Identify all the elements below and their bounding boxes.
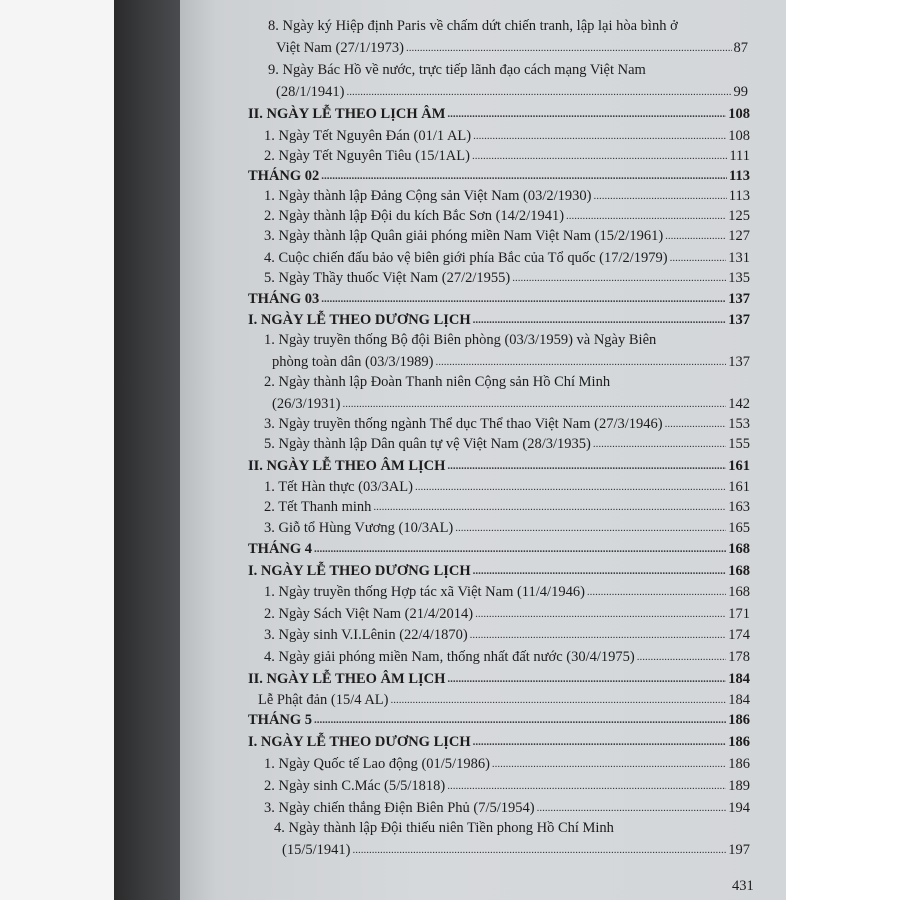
dot-leader xyxy=(321,170,727,182)
toc-entry-title: I. NGÀY LỄ THEO DƯƠNG LỊCH xyxy=(248,734,471,750)
dot-leader xyxy=(321,293,726,305)
toc-entry-title: II. NGÀY LỄ THEO LỊCH ÂM xyxy=(248,106,446,122)
toc-entry-title: 1. Ngày Quốc tế Lao động (01/5/1986) xyxy=(264,756,490,772)
toc-entry-title: 4. Cuộc chiến đấu bảo vệ biên giới phía Bắc của Tổ quốc (17/2/1979) xyxy=(264,250,668,266)
toc-page-number: 186 xyxy=(728,712,750,728)
toc-page-number: 131 xyxy=(728,250,750,266)
toc-page-number: 161 xyxy=(728,458,750,474)
book-spine xyxy=(114,0,180,900)
toc-entry xyxy=(264,416,750,433)
dot-leader xyxy=(587,586,726,598)
toc-entry-title: 5. Ngày Thầy thuốc Việt Nam (27/2/1955) xyxy=(264,270,511,286)
toc-entry-title: 1. Ngày truyền thống Hợp tác xã Việt Nam (11/4/1946) xyxy=(264,584,585,600)
toc-page-number: 137 xyxy=(728,354,750,370)
toc-page-number: 163 xyxy=(728,499,750,515)
toc-entry xyxy=(264,520,750,537)
dot-leader xyxy=(472,150,727,162)
toc-entry-title: 1. Tết Hàn thực (03/3AL) xyxy=(264,479,413,495)
toc-page-number: 125 xyxy=(728,208,750,224)
dot-leader xyxy=(314,543,726,555)
toc-page-number: 174 xyxy=(728,627,750,643)
dot-leader xyxy=(492,758,726,770)
toc-entry xyxy=(264,270,750,287)
toc-entry-title: (28/1/1941) xyxy=(276,84,345,100)
toc-page-number: 142 xyxy=(728,396,750,412)
toc-entry-line: 2. Ngày thành lập Đoàn Thanh niên Cộng sản Hồ Chí Minh xyxy=(264,374,611,390)
toc-entry-line: 4. Ngày thành lập Đội thiếu niên Tiền phong Hồ Chí Minh xyxy=(274,820,614,836)
dot-leader xyxy=(447,108,726,120)
toc-entry-title: 3. Ngày truyền thống ngành Thể dục Thể thao Việt Nam (27/3/1946) xyxy=(264,416,663,432)
toc-entry xyxy=(264,627,750,644)
toc-entry-line: 8. Ngày ký Hiệp định Paris về chấm dứt chiến tranh, lập lại hòa bình ở xyxy=(268,18,678,34)
toc-entry xyxy=(264,148,750,165)
toc-entry-title: I. NGÀY LỄ THEO DƯƠNG LỊCH xyxy=(248,312,471,328)
toc-entry xyxy=(282,842,750,859)
toc-entry xyxy=(264,778,750,795)
toc-entry xyxy=(264,250,750,267)
toc-entry-title: phòng toàn dân (03/3/1989) xyxy=(272,354,434,370)
toc-entry xyxy=(264,606,750,623)
toc-month-heading xyxy=(248,712,750,729)
toc-entry-title: II. NGÀY LỄ THEO ÂM LỊCH xyxy=(248,671,446,687)
toc-section-heading xyxy=(248,106,750,123)
toc-entry xyxy=(264,188,750,205)
toc-page-number: 189 xyxy=(728,778,750,794)
toc-page-number: 113 xyxy=(729,168,750,184)
dot-leader xyxy=(455,522,726,534)
toc-entry xyxy=(264,228,750,245)
toc-page-number: 127 xyxy=(728,228,750,244)
toc-entry-title: 1. Ngày thành lập Đảng Cộng sản Việt Nam (03/2/1930) xyxy=(264,188,592,204)
dot-leader xyxy=(593,190,726,202)
toc-page-number: 161 xyxy=(728,479,750,495)
toc-entry xyxy=(264,128,750,145)
background-left xyxy=(0,0,114,900)
dot-leader xyxy=(637,651,727,663)
toc-section-heading xyxy=(248,458,750,475)
dot-leader xyxy=(406,42,732,54)
toc-entry-title: 4. Ngày giải phóng miền Nam, thống nhất đất nước (30/4/1975) xyxy=(264,649,635,665)
toc-month-heading xyxy=(248,291,750,308)
toc-entry-title: THÁNG 03 xyxy=(248,291,320,307)
toc-entry-title: (26/3/1931) xyxy=(272,396,341,412)
toc-page-number: 168 xyxy=(728,541,750,557)
dot-leader xyxy=(436,356,727,368)
dot-leader xyxy=(470,629,727,641)
toc-entry-title: 3. Ngày sinh V.I.Lênin (22/4/1870) xyxy=(264,627,468,643)
toc-entry-title: 2. Ngày Tết Nguyên Tiêu (15/1AL) xyxy=(264,148,470,164)
toc-page-number: 197 xyxy=(728,842,750,858)
dot-leader xyxy=(373,501,726,513)
toc-page-number: 108 xyxy=(728,128,750,144)
toc-entry-title: 2. Tết Thanh minh xyxy=(264,499,372,515)
dot-leader xyxy=(415,481,726,493)
toc-section-heading xyxy=(248,563,750,580)
toc-page-number: 171 xyxy=(728,606,750,622)
toc-entry xyxy=(276,40,748,57)
toc-entry-title: 2. Ngày sinh C.Mác (5/5/1818) xyxy=(264,778,446,794)
toc-page-number: 186 xyxy=(728,734,750,750)
toc-entry xyxy=(276,84,748,101)
toc-page-number: 186 xyxy=(728,756,750,772)
toc-page-number: 99 xyxy=(733,84,748,100)
toc-entry-title: Việt Nam (27/1/1973) xyxy=(276,40,404,56)
toc-page-number: 113 xyxy=(728,188,750,204)
dot-leader xyxy=(447,673,726,685)
toc-entry-line: 9. Ngày Bác Hồ về nước, trực tiếp lãnh đạo cách mạng Việt Nam xyxy=(268,62,646,78)
toc-entry-line: 1. Ngày truyền thống Bộ đội Biên phòng (03/3/1959) và Ngày Biên xyxy=(264,332,657,348)
toc-page-number: 87 xyxy=(733,40,748,56)
toc-entry xyxy=(264,584,750,601)
toc-entry xyxy=(264,436,750,453)
dot-leader xyxy=(665,230,726,242)
toc-page-number: 111 xyxy=(729,148,750,164)
toc-entry-title: I. NGÀY LỄ THEO DƯƠNG LỊCH xyxy=(248,563,471,579)
dot-leader xyxy=(475,608,726,620)
toc-entry xyxy=(264,208,750,225)
toc-page-number: 108 xyxy=(728,106,750,122)
toc-entry xyxy=(264,649,750,666)
toc-entry xyxy=(264,479,750,496)
toc-entry xyxy=(272,396,750,413)
toc-page-number: 137 xyxy=(728,312,750,328)
table-of-contents xyxy=(248,0,750,900)
toc-entry-title: Lễ Phật đản (15/4 AL) xyxy=(258,692,389,708)
toc-page-number: 184 xyxy=(728,692,750,708)
toc-entry xyxy=(272,354,750,371)
toc-section-heading xyxy=(248,734,750,751)
toc-entry xyxy=(264,499,750,516)
toc-page-number: 178 xyxy=(728,649,750,665)
toc-page-number: 184 xyxy=(728,671,750,687)
toc-entry-title: 5. Ngày thành lập Dân quân tự vệ Việt Nam (28/3/1935) xyxy=(264,436,591,452)
dot-leader xyxy=(447,460,726,472)
toc-page-number: 153 xyxy=(728,416,750,432)
toc-entry-title: 3. Ngày thành lập Quân giải phóng miền Nam Việt Nam (15/2/1961) xyxy=(264,228,664,244)
toc-page-number: 194 xyxy=(728,800,750,816)
toc-entry xyxy=(264,800,750,817)
toc-page-number: 165 xyxy=(728,520,750,536)
toc-month-heading xyxy=(248,541,750,558)
toc-page-number: 155 xyxy=(728,436,750,452)
toc-page-number: 137 xyxy=(728,291,750,307)
dot-leader xyxy=(593,438,726,450)
toc-entry-title: 2. Ngày Sách Việt Nam (21/4/2014) xyxy=(264,606,474,622)
dot-leader xyxy=(473,736,727,748)
toc-page-number: 135 xyxy=(728,270,750,286)
dot-leader xyxy=(537,802,727,814)
toc-entry-title: 1. Ngày Tết Nguyên Đán (01/1 AL) xyxy=(264,128,472,144)
background-right xyxy=(786,0,900,900)
dot-leader xyxy=(473,314,727,326)
dot-leader xyxy=(390,694,726,706)
dot-leader xyxy=(473,565,727,577)
dot-leader xyxy=(342,398,726,410)
dot-leader xyxy=(447,780,726,792)
page-number: 431 xyxy=(732,878,754,894)
toc-entry xyxy=(264,756,750,773)
toc-section-heading xyxy=(248,671,750,688)
dot-leader xyxy=(665,418,727,430)
toc-page-number: 168 xyxy=(728,584,750,600)
toc-entry-title: THÁNG 02 xyxy=(248,168,320,184)
toc-entry-title: 3. Ngày chiến thắng Điện Biên Phủ (7/5/1954) xyxy=(264,800,535,816)
toc-page-number: 168 xyxy=(728,563,750,579)
toc-month-heading xyxy=(248,168,750,185)
toc-entry-title: 2. Ngày thành lập Đội du kích Bắc Sơn (14/2/1941) xyxy=(264,208,565,224)
dot-leader xyxy=(512,272,726,284)
toc-section-heading xyxy=(248,312,750,329)
dot-leader xyxy=(473,130,726,142)
toc-entry-title: (15/5/1941) xyxy=(282,842,351,858)
dot-leader xyxy=(566,210,726,222)
toc-entry xyxy=(258,692,750,709)
dot-leader xyxy=(670,252,727,264)
toc-entry-title: 3. Giỗ tổ Hùng Vương (10/3AL) xyxy=(264,520,454,536)
toc-entry-title: THÁNG 4 xyxy=(248,541,313,557)
toc-entry-title: II. NGÀY LỄ THEO ÂM LỊCH xyxy=(248,458,446,474)
dot-leader xyxy=(314,714,726,726)
dot-leader xyxy=(346,86,731,98)
dot-leader xyxy=(352,844,726,856)
toc-entry-title: THÁNG 5 xyxy=(248,712,313,728)
